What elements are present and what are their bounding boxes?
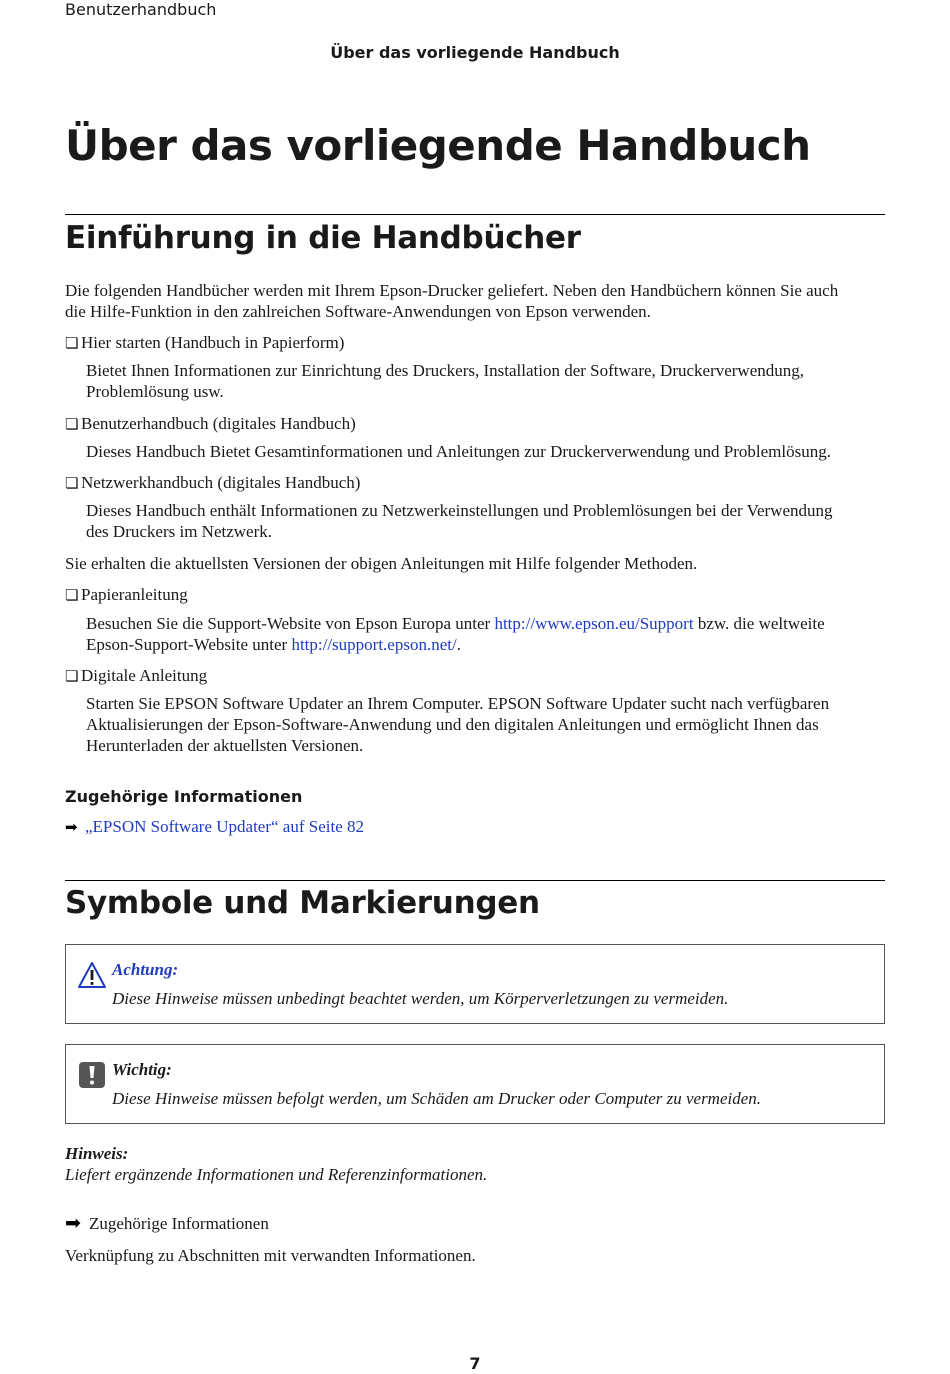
checkbox-icon: ❏: [65, 474, 79, 492]
caution-title: Achtung:: [112, 960, 179, 979]
note-title: Hinweis:: [65, 1144, 129, 1163]
caution-text: Diese Hinweise müssen unbedingt beachtet werden, um Körperverletzungen zu vermeiden.: [112, 989, 729, 1008]
important-text: Diese Hinweise müssen befolgt werden, um Schäden am Drucker oder Computer zu vermeiden.: [112, 1089, 762, 1108]
bullet-body-line: Herunterladen der aktuellsten Versionen.: [86, 736, 364, 755]
bullet-body: [86, 613, 886, 655]
bullet-body: [86, 360, 886, 402]
exclamation-icon: [78, 1061, 106, 1089]
intro-line: Die folgenden Handbücher werden mit Ihrem Epson-Drucker geliefert. Neben den Handbüchern können Sie auch: [65, 281, 839, 300]
important-title: Wichtig:: [112, 1060, 172, 1079]
important-box: [65, 1044, 885, 1124]
chapter-heading: Über das vorliegende Handbuch: [65, 121, 811, 170]
bullet-title: Digitale Anleitung: [81, 666, 208, 685]
note-text: Liefert ergänzende Informationen und Referenzinformationen.: [65, 1165, 488, 1184]
checkbox-icon: ❏: [65, 334, 79, 352]
page-number: 7: [469, 1354, 481, 1373]
arrow-right-icon: ➡: [65, 818, 78, 836]
text-span: .: [456, 635, 461, 654]
text-span: Epson-Support-Website unter: [86, 635, 292, 654]
bullet-title: Netzwerkhandbuch (digitales Handbuch): [81, 473, 361, 492]
bullet-paper-manual: [65, 584, 895, 606]
bullet-body: [86, 693, 886, 756]
related-info-heading: Zugehörige Informationen: [65, 787, 303, 806]
warning-triangle-icon: [78, 961, 106, 989]
text-span: bzw. die weltweite: [693, 614, 825, 633]
bullet-title: Hier starten (Handbuch in Papierform): [81, 333, 345, 352]
bullet-start-here: [65, 332, 895, 354]
section-rule: [65, 880, 885, 881]
section-heading-intro: Einführung in die Handbücher: [65, 220, 581, 256]
arrow-right-icon: ➡: [65, 1212, 81, 1234]
section-rule: [65, 214, 885, 215]
bullet-body-line: [86, 613, 886, 634]
bullet-body: [86, 500, 886, 542]
section-heading-symbols: Symbole und Markierungen: [65, 885, 540, 921]
page-header-title: Über das vorliegende Handbuch: [330, 43, 620, 62]
software-updater-link[interactable]: „EPSON Software Updater“ auf Seite 82: [85, 817, 365, 836]
related-symbol-label: [65, 1210, 269, 1237]
bullet-body: [86, 441, 886, 462]
bullet-body-line: Starten Sie EPSON Software Updater an Ihrem Computer. EPSON Software Updater sucht nach verfügbaren: [86, 694, 830, 713]
bullet-body-line: des Druckers im Netzwerk.: [86, 522, 272, 541]
bullet-network-guide: [65, 472, 895, 494]
versions-paragraph: Sie erhalten die aktuellsten Versionen der obigen Anleitungen mit Hilfe folgender Methoden.: [65, 554, 698, 573]
checkbox-icon: ❏: [65, 586, 79, 604]
related-info-item: [65, 816, 364, 838]
related-symbol-description: Verknüpfung zu Abschnitten mit verwandten Informationen.: [65, 1246, 476, 1265]
caution-box: [65, 944, 885, 1024]
text-span: Besuchen Sie die Support-Website von Epson Europa unter: [86, 614, 495, 633]
bullet-body-line: Problemlösung usw.: [86, 382, 224, 401]
bullet-title: Papieranleitung: [81, 585, 188, 604]
intro-line: die Hilfe-Funktion in den zahlreichen Software-Anwendungen von Epson verwenden.: [65, 302, 651, 321]
bullet-digital-manual: [65, 665, 895, 687]
checkbox-icon: ❏: [65, 667, 79, 685]
running-head: Benutzerhandbuch: [65, 0, 217, 19]
bullet-body-line: [86, 634, 886, 655]
related-symbol-text: Zugehörige Informationen: [89, 1214, 269, 1233]
bullet-body-line: Bietet Ihnen Informationen zur Einrichtung des Druckers, Installation der Software, Druckerverwendung,: [86, 361, 805, 380]
bullet-body-line: Dieses Handbuch Bietet Gesamtinformationen und Anleitungen zur Druckerverwendung und Problemlösung.: [86, 442, 831, 461]
intro-paragraph: [65, 280, 895, 322]
epson-support-link[interactable]: http://support.epson.net/: [291, 635, 457, 654]
bullet-body-line: Dieses Handbuch enthält Informationen zu Netzwerkeinstellungen und Problemlösungen bei der Verwendung: [86, 501, 833, 520]
epson-eu-support-link[interactable]: http://www.epson.eu/Support: [494, 614, 694, 633]
checkbox-icon: ❏: [65, 415, 79, 433]
bullet-body-line: Aktualisierungen der Epson-Software-Anwendung und den digitalen Anleitungen und ermöglicht Ihnen das: [86, 715, 819, 734]
bullet-user-guide: [65, 413, 895, 435]
bullet-title: Benutzerhandbuch (digitales Handbuch): [81, 414, 356, 433]
